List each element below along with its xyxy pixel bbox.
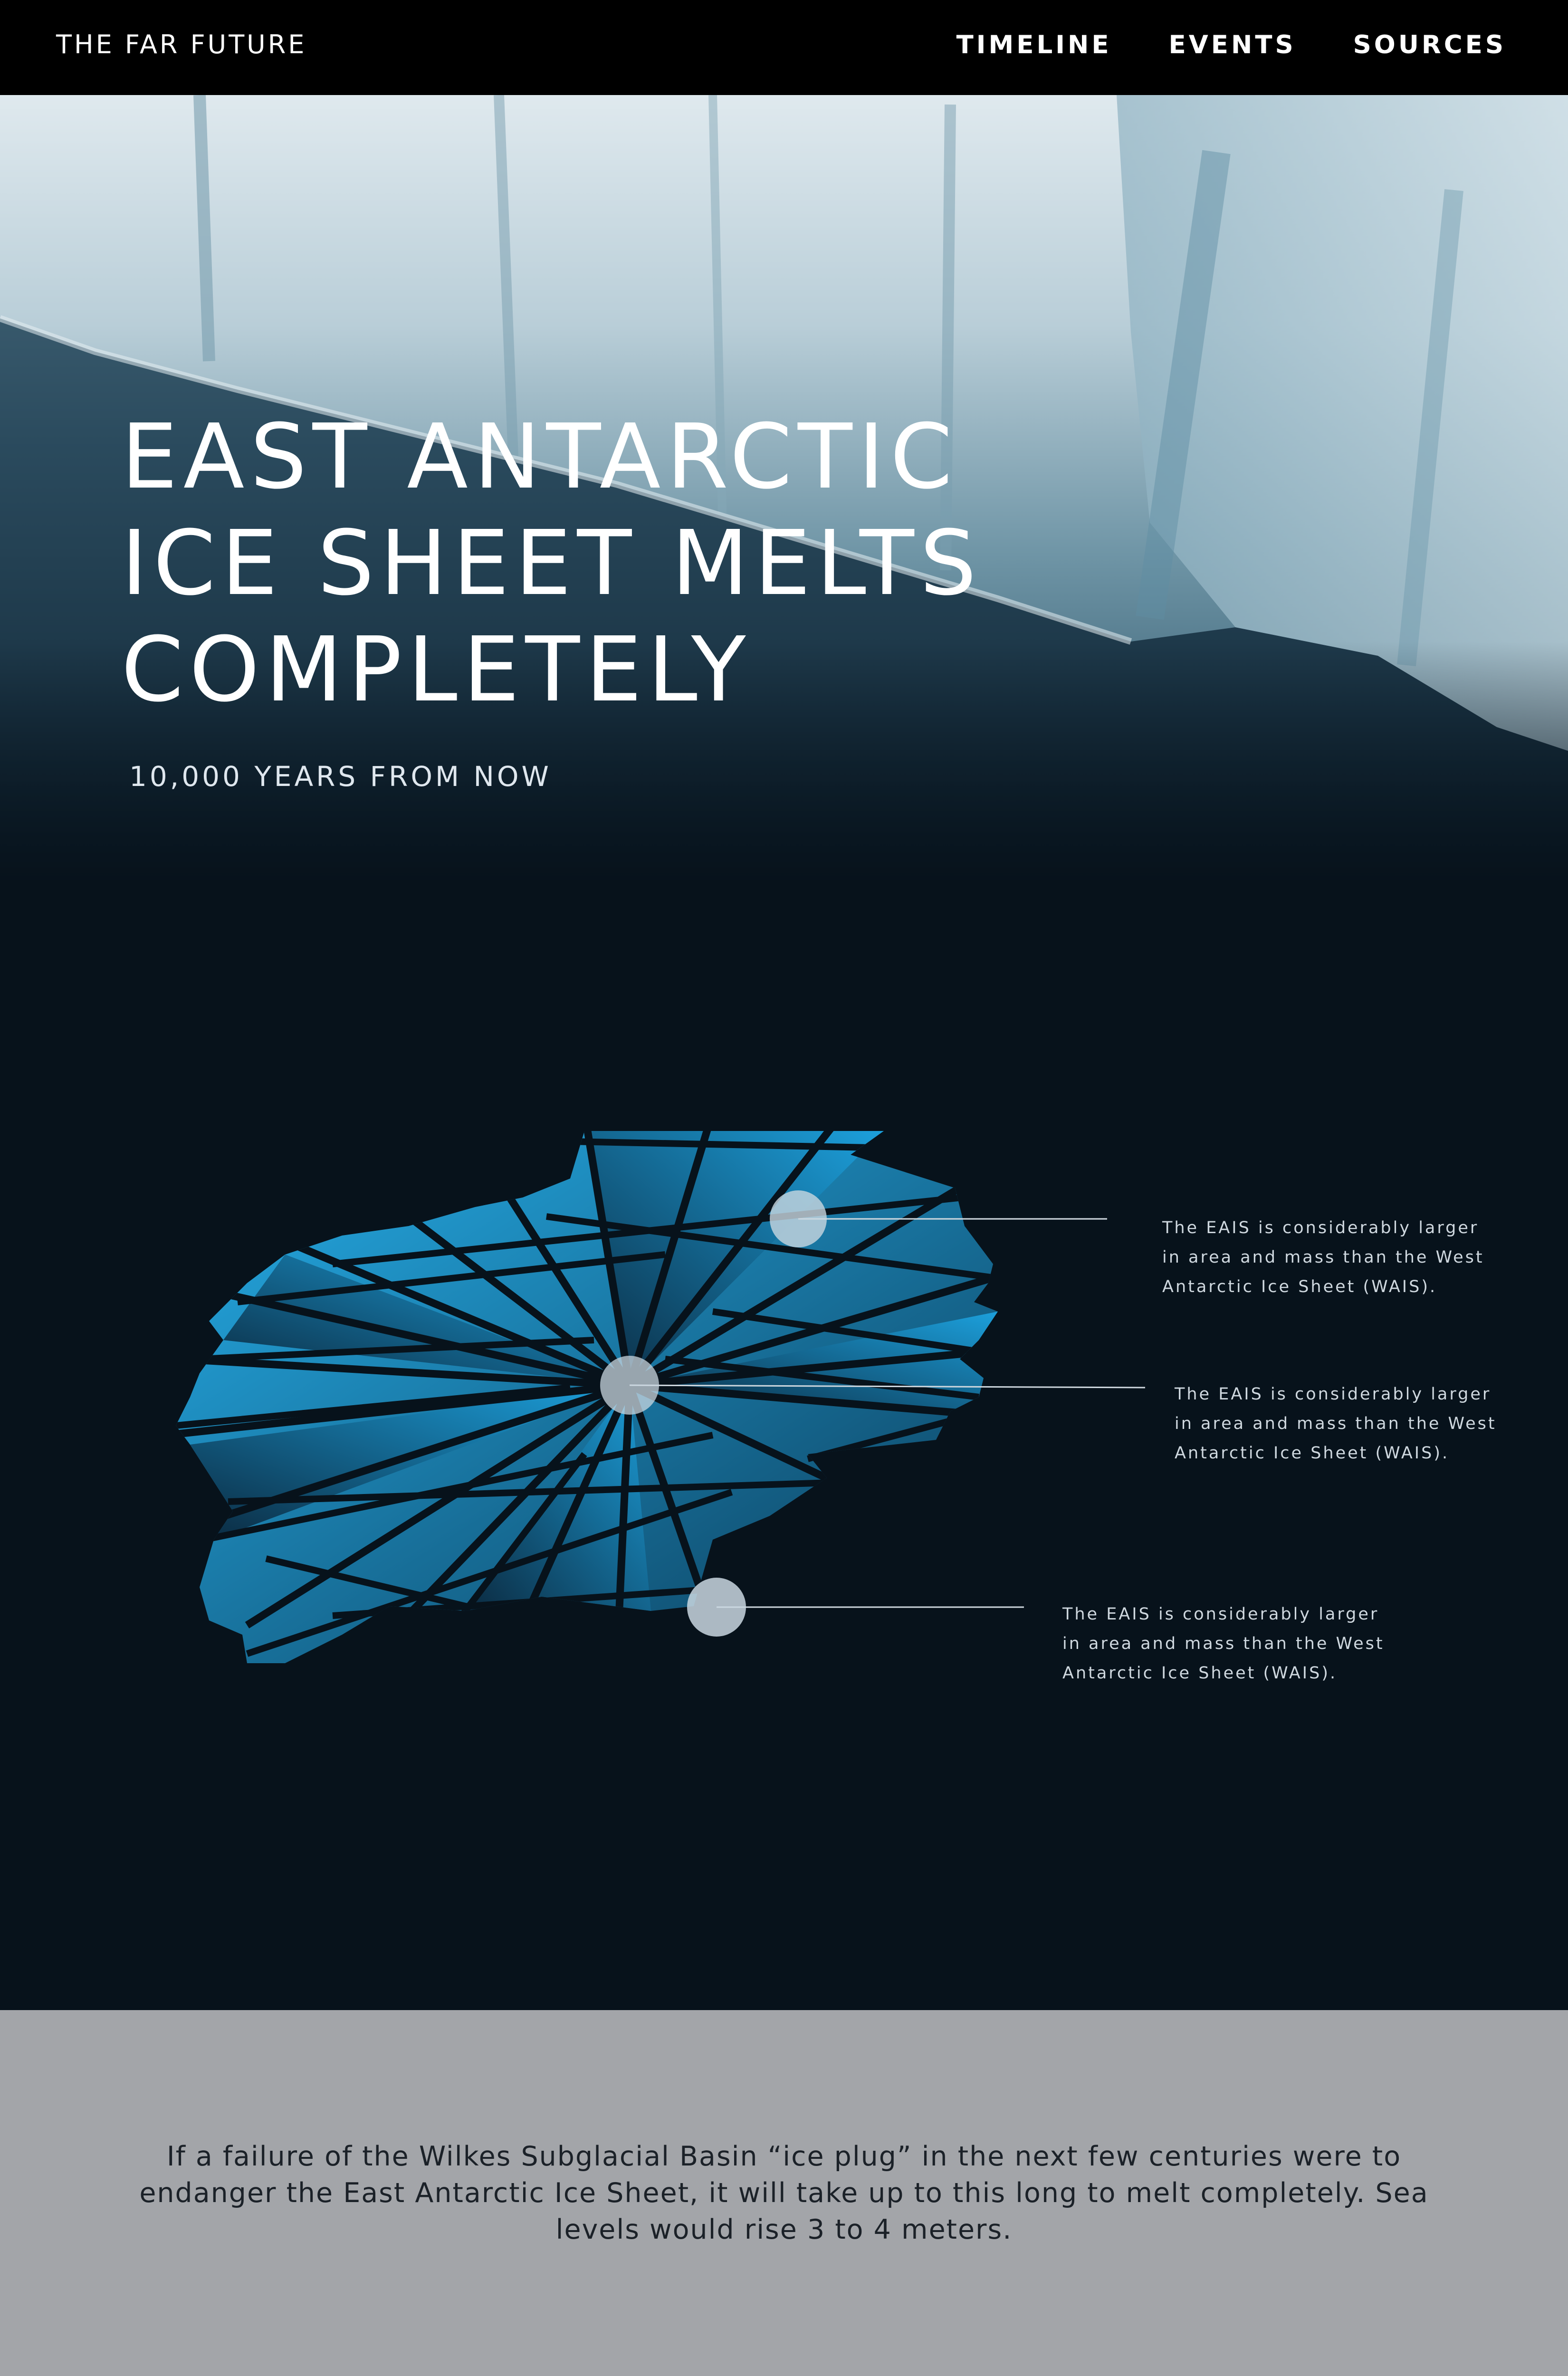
hero-title-line: EAST ANTARCTIC xyxy=(121,405,958,509)
nav-link-timeline[interactable]: TIMELINE xyxy=(956,30,1112,59)
hero-title-line: COMPLETELY xyxy=(121,618,752,722)
quote-band-grey xyxy=(0,2010,1568,2376)
nav-link-sources[interactable]: SOURCES xyxy=(1353,30,1506,59)
hero-section xyxy=(0,95,1568,884)
hero-title-line: ICE SHEET MELTS xyxy=(121,511,983,615)
map-marker-north[interactable] xyxy=(770,1190,827,1247)
hero-title xyxy=(121,404,982,723)
antarctica-map-section xyxy=(0,884,1568,2010)
callout-text-2: The EAIS is considerably larger in area and mass than the West Antarctic Ice Sheet (WAIS). xyxy=(1175,1385,1497,1463)
top-nav xyxy=(0,0,1568,95)
nav-links xyxy=(956,30,1506,59)
map-marker-south[interactable] xyxy=(687,1578,746,1637)
callout-text-3: The EAIS is considerably larger in area and mass than the West Antarctic Ice Sheet (WAIS). xyxy=(1062,1605,1385,1683)
site-brand-link[interactable]: THE FAR FUTURE xyxy=(56,29,307,59)
quote-text: If a failure of the Wilkes Subglacial Basin “ice plug” in the next few centuries were to endanger the East Antarctic Ice Sheet, it will take up to this long to melt completely. Sea levels would rise 3 to 4 meters. xyxy=(139,2141,1429,2245)
nav-link-events[interactable]: EVENTS xyxy=(1168,30,1296,59)
map-marker-center[interactable] xyxy=(600,1356,659,1415)
callout-text-1: The EAIS is considerably larger in area and mass than the West Antarctic Ice Sheet (WAIS). xyxy=(1162,1218,1484,1296)
hero-subtitle: 10,000 YEARS FROM NOW xyxy=(129,760,552,793)
